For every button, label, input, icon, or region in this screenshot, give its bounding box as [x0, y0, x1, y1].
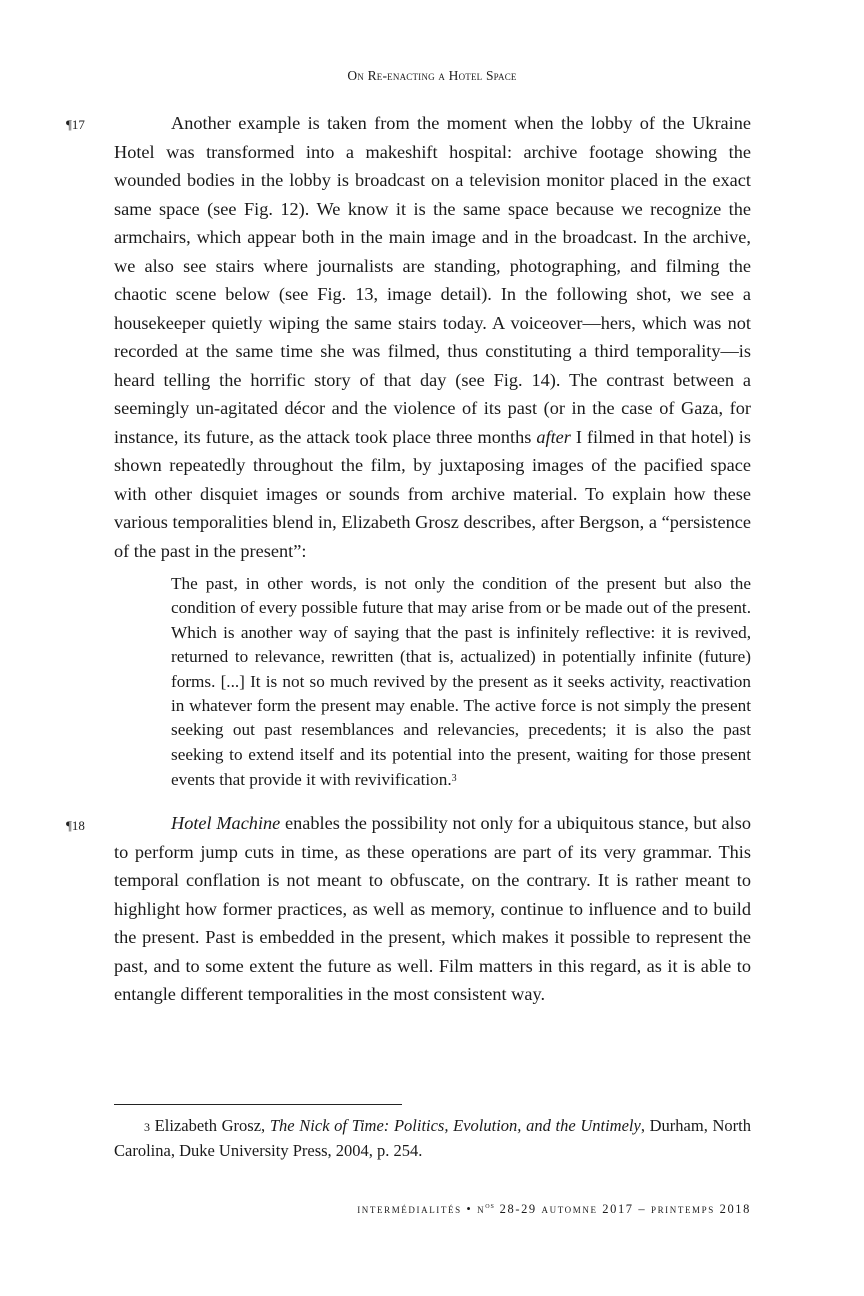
page-footer — [357, 1200, 751, 1217]
paragraph-18 — [114, 809, 751, 1009]
running-head: On Re-enacting a Hotel Space — [347, 68, 517, 83]
paragraph-number: ¶18 — [66, 818, 85, 833]
footer-issue-sup: os — [485, 1200, 495, 1210]
footnote-details: , Durham, North Carolina, Duke University Press, 2004, p. 254. — [114, 1116, 751, 1160]
paragraph-17-text: Another example is taken from the moment when the lobby of the Ukraine Hotel was transformed into a makeshift hospital: archive footage showing the wounded bodies in the lobby is broadcast on a television monitor placed in the exact same space (see Fig. 12). We know it is the same space because we recognize the armchairs, which appear both in the main image and in the broadcast. In the archive, we also see stairs where journalists are standing, photographing, and filming the chaotic scene below (see Fig. 13, image detail). In the following shot, we see a housekeeper quietly wiping the same stairs today. A voiceover—hers, which was not recorded at the same time she was filmed, thus constituting a third temporality—is heard telling the horrific story of that day (see Fig. 14). The contrast between a seemingly un-agitated décor and the violence of its past (or in the case of Gaza, for instance, its future, as the attack took place three months — [114, 113, 751, 447]
footnote — [114, 1114, 751, 1163]
paragraph-17-text-end: I filmed in that hotel) is shown repeatedly throughout the film, by juxtaposing images of the pacified space with other disquiet images or sounds from archive material. To explain how these various temporalities blend in, Elizabeth Grosz describes, after Bergson, a “persistence of the past in the present”: — [114, 426, 751, 561]
footnote-author: Elizabeth Grosz, — [154, 1116, 270, 1135]
footnote-reference[interactable]: 3 — [451, 773, 457, 785]
footnote-divider — [114, 1104, 402, 1105]
paragraph-number: ¶17 — [66, 117, 85, 132]
footnote-title: The Nick of Time: Politics, Evolution, and the Untimely — [269, 1116, 641, 1135]
footer-journal: intermédialités • n — [357, 1202, 486, 1216]
footer-issue: 28-29 automne 2017 – printemps 2018 — [494, 1202, 751, 1216]
footnote-mark: 3 — [144, 1120, 150, 1134]
paragraph-18-emphasis: Hotel Machine — [171, 813, 281, 833]
block-quote-text: The past, in other words, is not only the condition of the present but also the condition of every possible future that may arise from or be made out of the present. Which is another way of saying that the past is infinitely reflective: it is revived, returned to relevance, rewritten (that is, actualized) in potentially infinite (future) forms. [...] It is not so much revived by the present as it seeks activity, reactivation in whatever form the present may enable. The active force is not simply the present seeking out past resemblances and relevancies, precedents; it is also the past seeking to extend itself and its potential into the present, waiting for those present events that provide it with revivification. — [171, 574, 751, 790]
block-quote — [171, 572, 751, 793]
paragraph-18-text: enables the possibility not only for a ubiquitous stance, but also to perform jump cuts in time, as these operations are part of its very grammar. This temporal conflation is not meant to obfuscate, on the contrary. It is rather meant to highlight how former practices, as well as memory, continue to influence and to build the present. Past is embedded in the present, which makes it possible to represent the past, and to some extent the future as well. Film matters in this regard, as it is able to entangle different temporalities in the most consistent way. — [114, 813, 751, 1004]
paragraph-17 — [114, 109, 751, 565]
paragraph-17-emphasis: after — [536, 426, 571, 447]
